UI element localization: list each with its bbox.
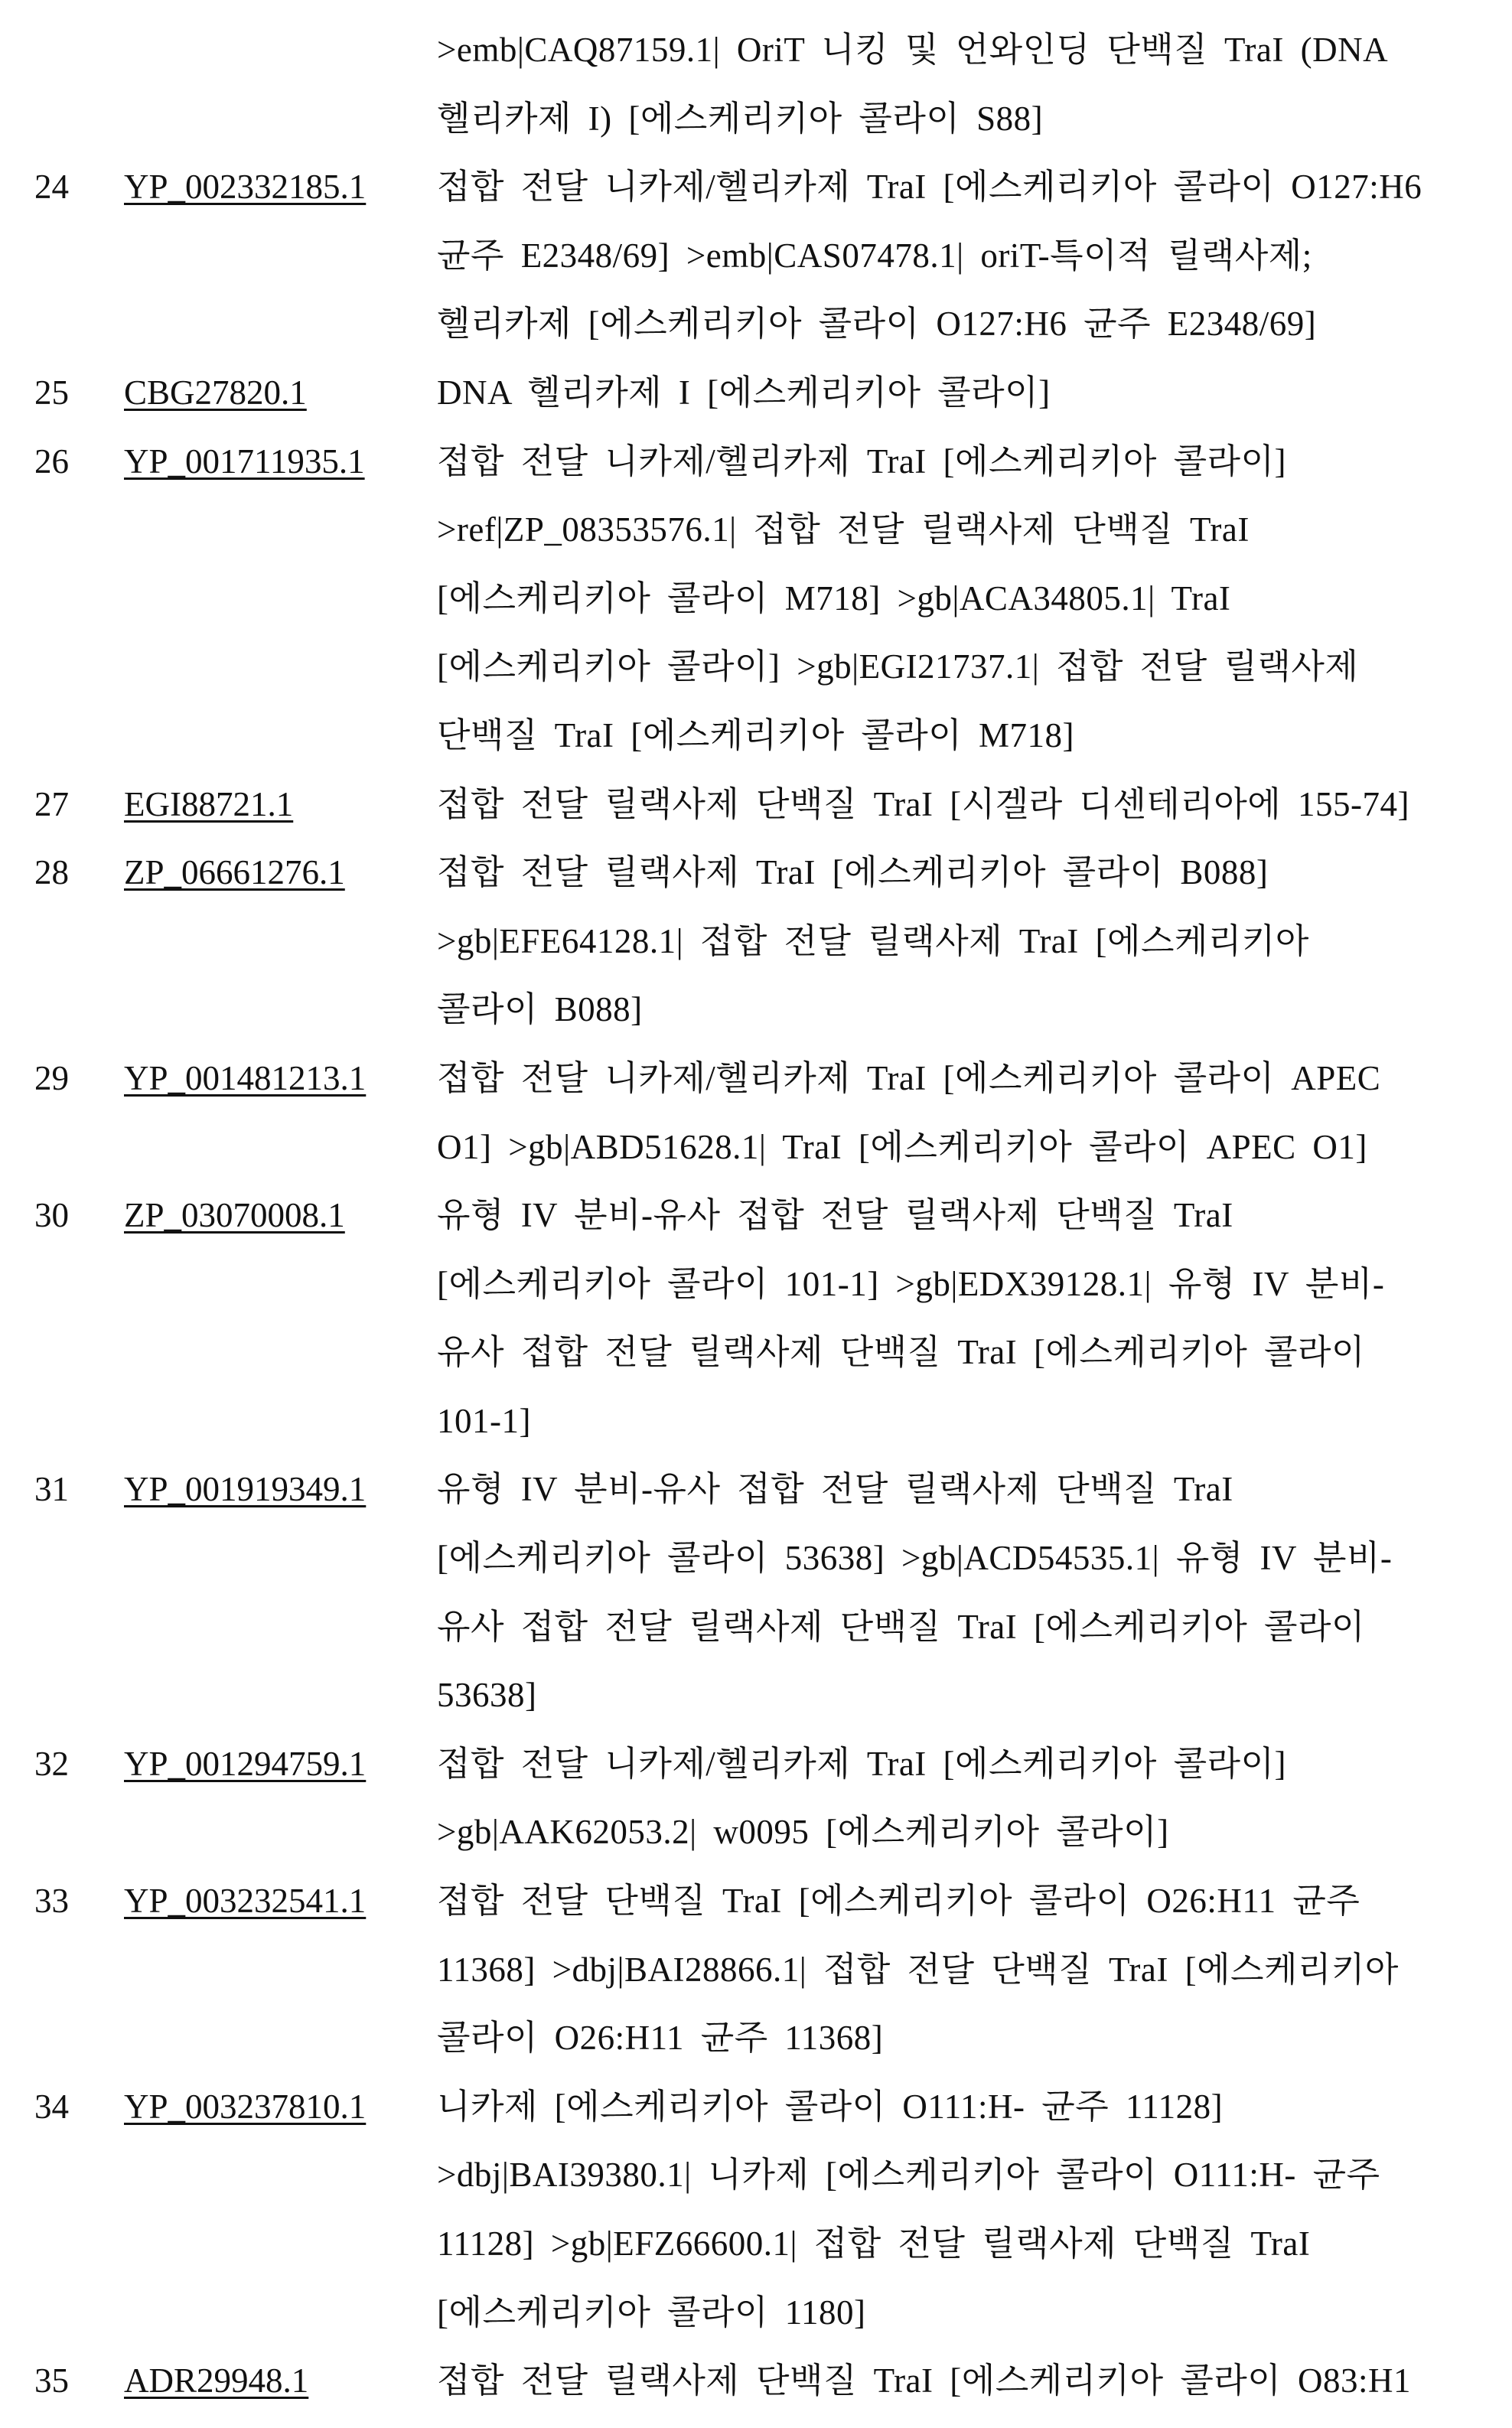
description-text: DNA 헬리카제 I [에스케리키아 콜라이]: [437, 359, 1051, 428]
description-text: 니카제 [에스케리키아 콜라이 O111:H- 균주 11128]: [437, 2073, 1223, 2142]
description-text: 콜라이 B088]: [437, 976, 643, 1045]
table-row: [0, 2073, 1512, 2347]
accession-link[interactable]: ZP_03070008.1: [124, 1181, 345, 1250]
description-text: 접합 전달 니카제/헬리카제 TraI [에스케리키아 콜라이]: [437, 1730, 1286, 1799]
row-line: [0, 1661, 1512, 1730]
row-line: [0, 1318, 1512, 1387]
row-line: [0, 2004, 1512, 2073]
row-line: [0, 771, 1512, 839]
row-line: [0, 1936, 1512, 2005]
description-text: 접합 전달 니카제/헬리카제 TraI [에스케리키아 콜라이]: [437, 428, 1286, 497]
row-line: [0, 1387, 1512, 1456]
description-text: >emb|CAQ87159.1| OriT 니킹 및 언와인딩 단백질 TraI (DNA: [437, 16, 1388, 85]
description-text: O1] >gb|ABD51628.1| TraI [에스케리키아 콜라이 APEC O1]: [437, 1113, 1367, 1182]
description-text: 유형 IV 분비-유사 접합 전달 릴랙사제 단백질 TraI: [437, 1455, 1233, 1524]
row-line: [0, 1798, 1512, 1867]
description-text: [에스케리키아 콜라이 101-1] >gb|EDX39128.1| 유형 IV 분비-: [437, 1250, 1384, 1319]
row-line: [0, 153, 1512, 222]
row-number: 30: [34, 1181, 69, 1250]
table-row: [0, 1455, 1512, 1729]
accession-link[interactable]: ZP_06661276.1: [124, 839, 345, 908]
description-text: [에스케리키아 콜라이 1180]: [437, 2279, 866, 2348]
row-line: [0, 2347, 1512, 2416]
description-text: [에스케리키아 콜라이] >gb|EGI21737.1| 접합 전달 릴랙사제: [437, 633, 1358, 702]
row-line: [0, 1250, 1512, 1319]
description-text: 접합 전달 릴랙사제 단백질 TraI [시겔라 디센테리아에 155-74]: [437, 771, 1409, 839]
row-number: 32: [34, 1730, 69, 1799]
table-row: [0, 428, 1512, 771]
description-text: 콜라이 O26:H11 균주 11368]: [437, 2004, 883, 2073]
row-line: [0, 2210, 1512, 2279]
description-text: 유사 접합 전달 릴랙사제 단백질 TraI [에스케리키아 콜라이: [437, 1318, 1365, 1387]
accession-link[interactable]: YP_001711935.1: [124, 428, 365, 497]
description-text: 균주 E2348/69] >emb|CAS07478.1| oriT-특이적 릴랙사제;: [437, 222, 1312, 291]
description-text: 101-1]: [437, 1387, 531, 1456]
accession-link[interactable]: CBG27820.1: [124, 359, 307, 428]
row-line: [0, 908, 1512, 976]
description-text: 접합 전달 릴랙사제 단백질 TraI [에스케리키아 콜라이 O83:H1: [437, 2347, 1411, 2416]
sequence-table: [0, 16, 1512, 2416]
table-row: [0, 1867, 1512, 2073]
row-line: [0, 1730, 1512, 1799]
row-line: [0, 839, 1512, 908]
table-row: [0, 16, 1512, 153]
description-text: 헬리카제 [에스케리키아 콜라이 O127:H6 균주 E2348/69]: [437, 290, 1316, 359]
row-line: [0, 702, 1512, 771]
row-line: [0, 1181, 1512, 1250]
description-text: 유사 접합 전달 릴랙사제 단백질 TraI [에스케리키아 콜라이: [437, 1593, 1365, 1662]
description-text: 접합 전달 니카제/헬리카제 TraI [에스케리키아 콜라이 APEC: [437, 1045, 1380, 1113]
row-line: [0, 359, 1512, 428]
row-number: 29: [34, 1045, 69, 1113]
accession-link[interactable]: ADR29948.1: [124, 2347, 308, 2416]
row-line: [0, 428, 1512, 497]
row-number: 34: [34, 2073, 69, 2142]
row-line: [0, 2279, 1512, 2348]
description-text: 접합 전달 니카제/헬리카제 TraI [에스케리키아 콜라이 O127:H6: [437, 153, 1422, 222]
description-text: 헬리카제 I) [에스케리키아 콜라이 S88]: [437, 85, 1043, 154]
description-text: >ref|ZP_08353576.1| 접합 전달 릴랙사제 단백질 TraI: [437, 496, 1250, 565]
table-row: [0, 2347, 1512, 2416]
table-row: [0, 1045, 1512, 1181]
row-number: 27: [34, 771, 69, 839]
row-number: 31: [34, 1455, 69, 1524]
row-line: [0, 565, 1512, 634]
row-line: [0, 1113, 1512, 1182]
table-row: [0, 153, 1512, 359]
accession-link[interactable]: YP_001294759.1: [124, 1730, 366, 1799]
table-row: [0, 1730, 1512, 1867]
description-text: >gb|AAK62053.2| w0095 [에스케리키아 콜라이]: [437, 1798, 1169, 1867]
row-line: [0, 633, 1512, 702]
row-line: [0, 2141, 1512, 2210]
row-number: 28: [34, 839, 69, 908]
description-text: 단백질 TraI [에스케리키아 콜라이 M718]: [437, 702, 1074, 771]
row-line: [0, 1455, 1512, 1524]
row-line: [0, 85, 1512, 154]
row-number: 35: [34, 2347, 69, 2416]
row-number: 26: [34, 428, 69, 497]
row-line: [0, 1867, 1512, 1936]
row-line: [0, 976, 1512, 1045]
table-row: [0, 1181, 1512, 1455]
description-text: 11128] >gb|EFZ66600.1| 접합 전달 릴랙사제 단백질 TraI: [437, 2210, 1310, 2279]
accession-link[interactable]: YP_001481213.1: [124, 1045, 366, 1113]
row-number: 33: [34, 1867, 69, 1936]
table-row: [0, 359, 1512, 428]
description-text: 접합 전달 단백질 TraI [에스케리키아 콜라이 O26:H11 균주: [437, 1867, 1360, 1936]
row-line: [0, 1593, 1512, 1662]
row-line: [0, 1524, 1512, 1593]
table-row: [0, 771, 1512, 839]
row-line: [0, 16, 1512, 85]
description-text: >dbj|BAI39380.1| 니카제 [에스케리키아 콜라이 O111:H- 균주: [437, 2141, 1380, 2210]
row-line: [0, 290, 1512, 359]
accession-link[interactable]: YP_001919349.1: [124, 1455, 366, 1524]
table-row: [0, 839, 1512, 1045]
description-text: [에스케리키아 콜라이 M718] >gb|ACA34805.1| TraI: [437, 565, 1230, 634]
row-number: 25: [34, 359, 69, 428]
description-text: [에스케리키아 콜라이 53638] >gb|ACD54535.1| 유형 IV 분비-: [437, 1524, 1392, 1593]
row-line: [0, 2073, 1512, 2142]
description-text: 53638]: [437, 1661, 537, 1730]
accession-link[interactable]: YP_003237810.1: [124, 2073, 366, 2142]
description-text: >gb|EFE64128.1| 접합 전달 릴랙사제 TraI [에스케리키아: [437, 908, 1309, 976]
row-line: [0, 496, 1512, 565]
accession-link[interactable]: YP_003232541.1: [124, 1867, 366, 1936]
row-line: [0, 222, 1512, 291]
description-text: 유형 IV 분비-유사 접합 전달 릴랙사제 단백질 TraI: [437, 1181, 1233, 1250]
accession-link[interactable]: YP_002332185.1: [124, 153, 366, 222]
description-text: 접합 전달 릴랙사제 TraI [에스케리키아 콜라이 B088]: [437, 839, 1268, 908]
row-number: 24: [34, 153, 69, 222]
accession-link[interactable]: EGI88721.1: [124, 771, 293, 839]
description-text: 11368] >dbj|BAI28866.1| 접합 전달 단백질 TraI [에스케리키아: [437, 1936, 1399, 2005]
row-line: [0, 1045, 1512, 1113]
